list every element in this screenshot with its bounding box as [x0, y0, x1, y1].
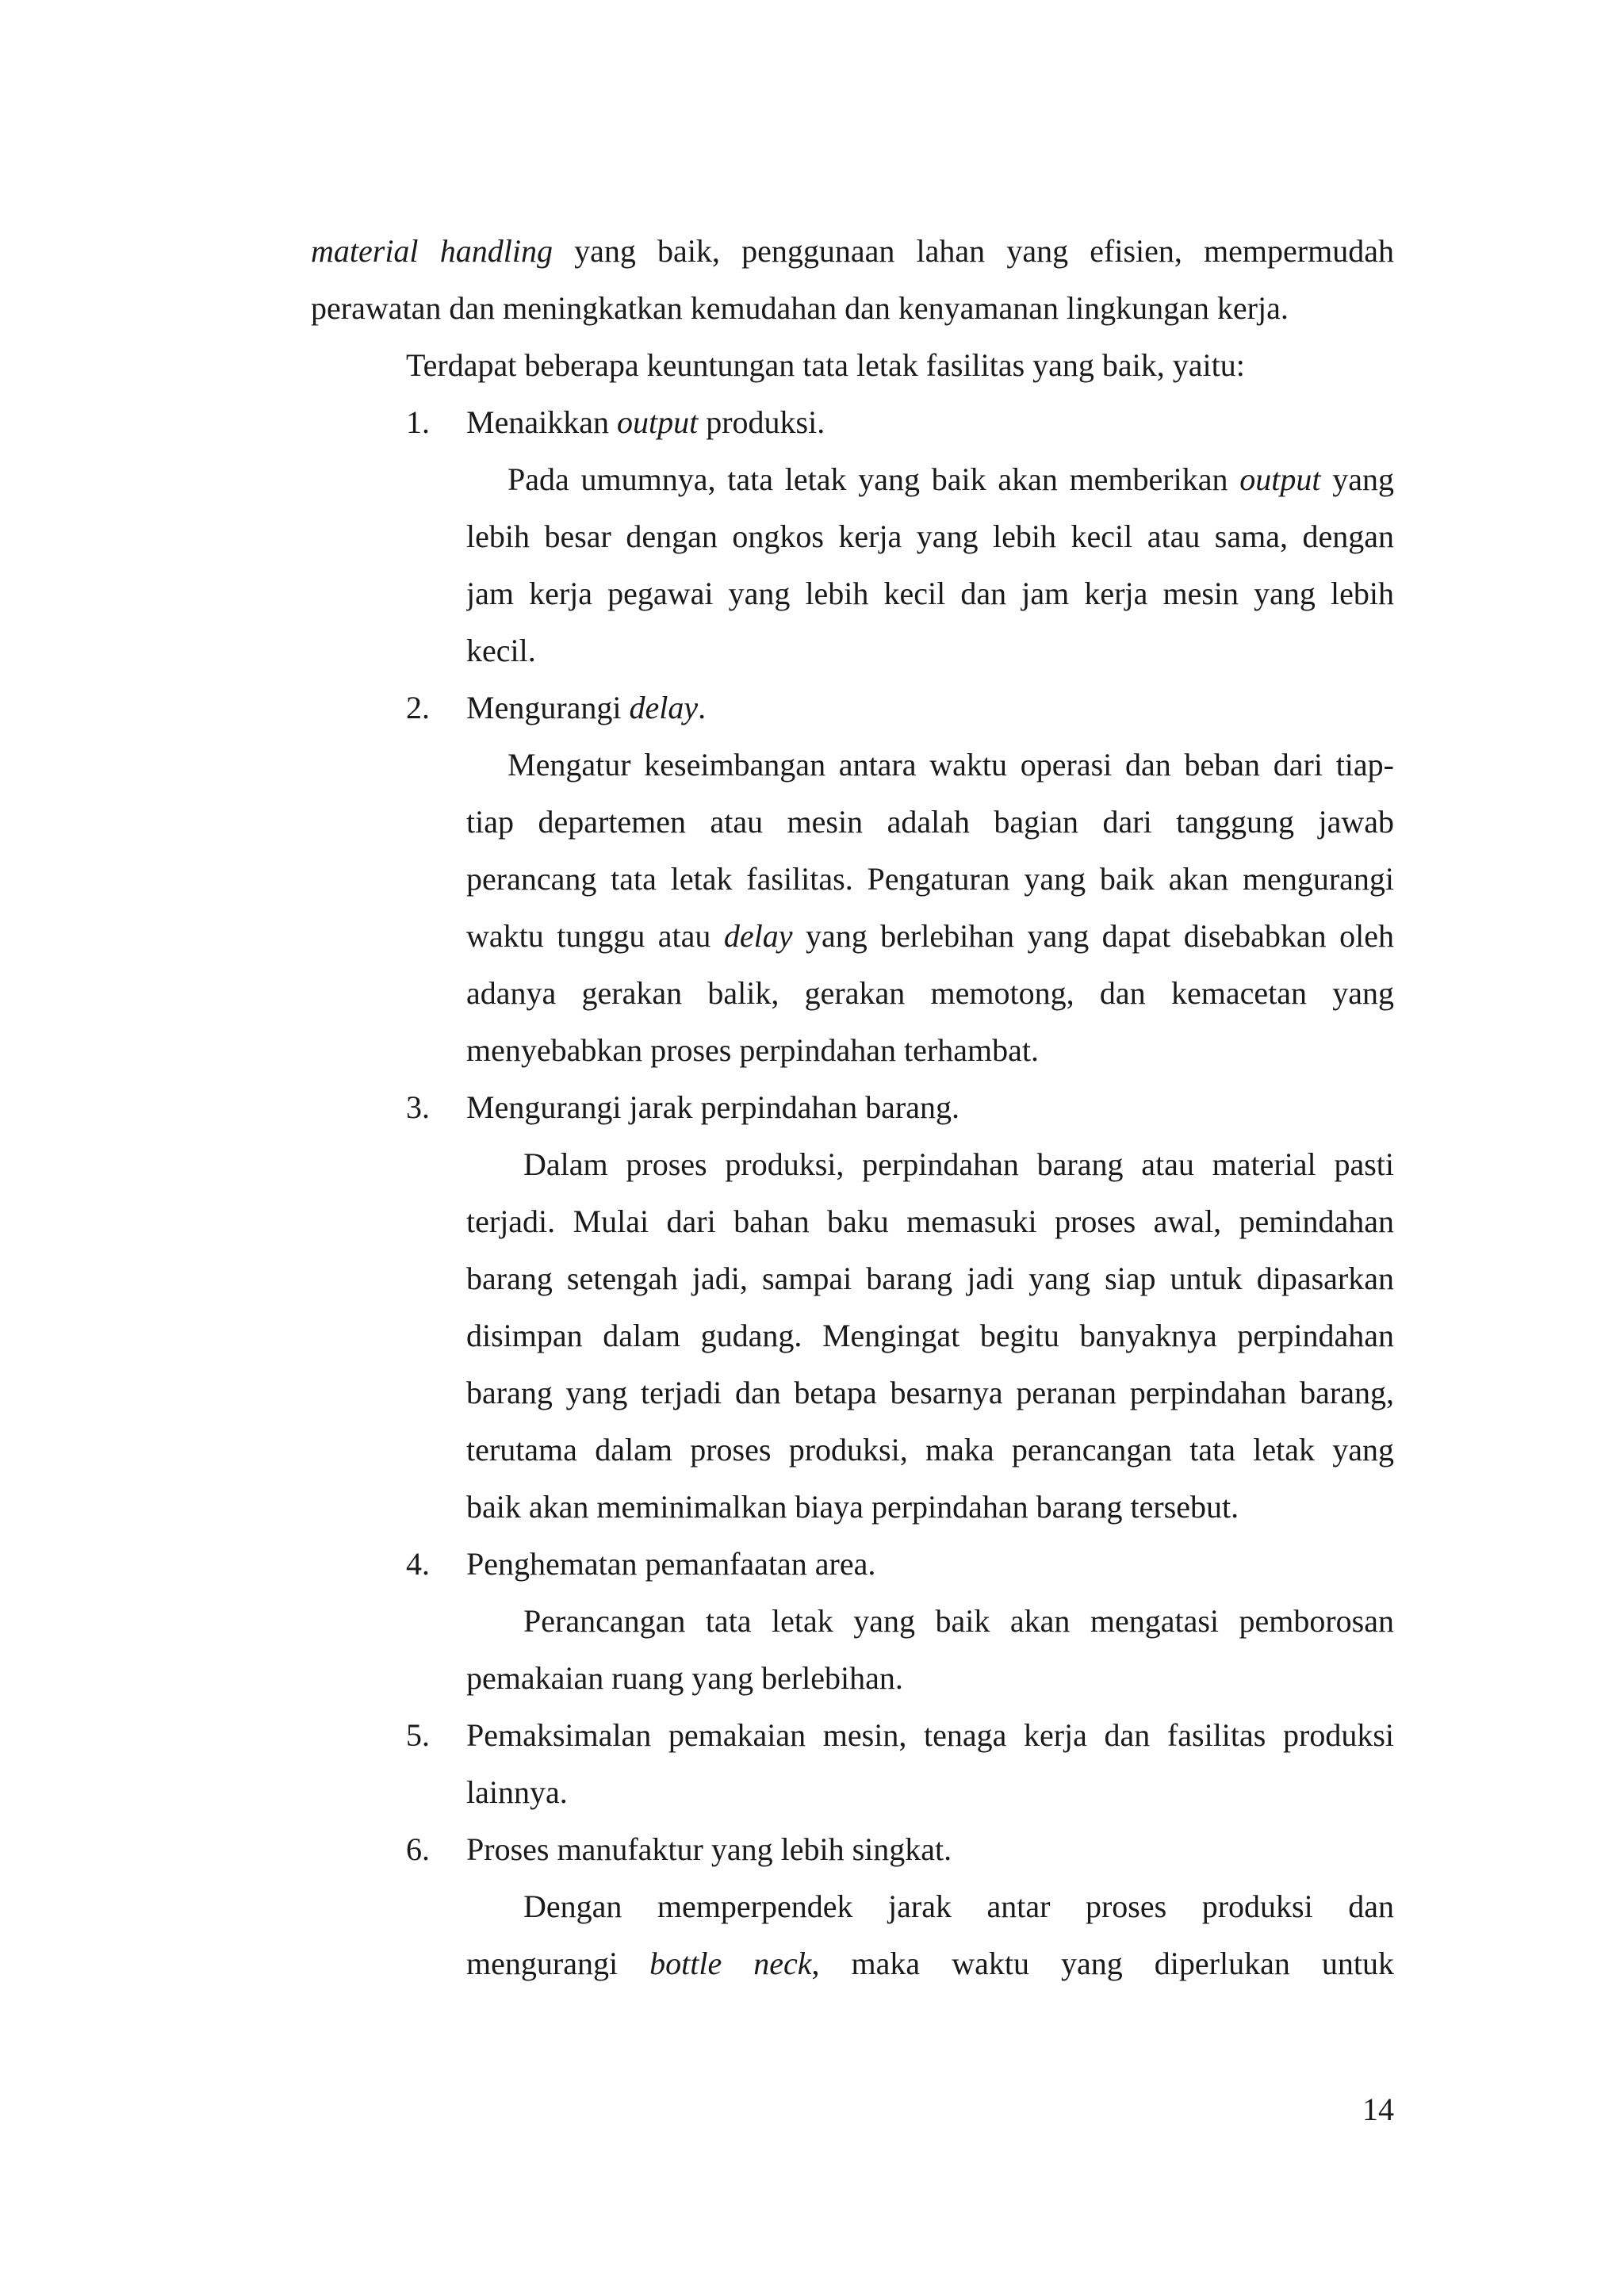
- item-3-title: Mengurangi jarak perpindahan barang.: [466, 1089, 959, 1125]
- item-6-number: 6.: [406, 1831, 430, 1867]
- item-6-title: Proses manufaktur yang lebih singkat.: [466, 1831, 952, 1867]
- item-1-number: 1.: [406, 404, 430, 440]
- item-1-para-line-3: jam kerja pegawai yang lebih kecil dan jam kerja mesin yang lebih: [466, 576, 1394, 611]
- item-5-title-line-1: Pemaksimalan pemakaian mesin, tenaga kerja dan fasilitas produksi: [466, 1717, 1394, 1753]
- item-4-title: Penghematan pemanfaatan area.: [466, 1546, 876, 1582]
- item-5-number: 5.: [406, 1717, 430, 1753]
- item-6-para-line-1: Dengan memperpendek jarak antar proses produksi dan: [523, 1888, 1394, 1924]
- item-2-para-line-2: tiap departemen atau mesin adalah bagian dari tanggung jawab: [466, 804, 1394, 840]
- item-1-para-l1-post: yang: [1320, 461, 1394, 497]
- item-1-para-l1-pre: Pada umumnya, tata letak yang baik akan memberikan: [508, 461, 1240, 497]
- item-1-title-italic: output: [616, 404, 699, 440]
- item-3-para-line-3: barang setengah jadi, sampai barang jadi yang siap untuk dipasarkan: [466, 1261, 1394, 1296]
- item-3-para-line-1: Dalam proses produksi, perpindahan barang atau material pasti: [523, 1146, 1394, 1182]
- intro-line-1-text: yang baik, penggunaan lahan yang efisien, mempermudah: [552, 233, 1394, 269]
- item-3-para-line-4: disimpan dalam gudang. Mengingat begitu banyaknya perpindahan: [466, 1318, 1394, 1353]
- item-4-para-line-2: pemakaian ruang yang berlebihan.: [466, 1660, 903, 1696]
- item-2-title-italic: delay: [629, 690, 699, 725]
- item-3-para-line-2: terjadi. Mulai dari bahan baku memasuki proses awal, pemindahan: [466, 1203, 1394, 1239]
- item-1-para-line-2: lebih besar dengan ongkos kerja yang lebih kecil atau sama, dengan: [466, 519, 1394, 554]
- item-2-para-line-1: Mengatur keseimbangan antara waktu operasi dan beban dari tiap-: [508, 747, 1394, 783]
- item-1-title-post: produksi.: [698, 404, 825, 440]
- item-2-title: [466, 688, 706, 728]
- item-6-para-line-2: [466, 1944, 1394, 1984]
- intro-line-2: perawatan dan meningkatkan kemudahan dan kenyamanan lingkungan kerja.: [311, 290, 1289, 326]
- intro-line-1: [311, 232, 1394, 271]
- item-2-para-line-5: adanya gerakan balik, gerakan memotong, dan kemacetan yang: [466, 975, 1394, 1011]
- item-6-para-l2-post: , maka waktu yang diperlukan untuk: [811, 1946, 1394, 1981]
- item-1-para-l1-italic: output: [1239, 461, 1321, 497]
- item-4-para-line-1: Perancangan tata letak yang baik akan mengatasi pemborosan: [523, 1603, 1394, 1639]
- item-6-para-l2-italic: bottle neck: [649, 1946, 812, 1981]
- item-6-para-l2-pre: mengurangi: [466, 1946, 650, 1981]
- item-1-para-line-1: [508, 460, 1394, 499]
- item-2-para-l4-pre: waktu tunggu atau: [466, 918, 724, 954]
- item-3-para-line-7: baik akan meminimalkan biaya perpindahan barang tersebut.: [466, 1489, 1239, 1525]
- item-2-title-pre: Mengurangi: [466, 690, 630, 725]
- item-3-para-line-5: barang yang terjadi dan betapa besarnya peranan perpindahan barang,: [466, 1375, 1394, 1410]
- item-2-para-line-3: perancang tata letak fasilitas. Pengaturan yang baik akan mengurangi: [466, 861, 1394, 897]
- item-2-title-post: .: [698, 690, 707, 725]
- item-3-number: 3.: [406, 1089, 430, 1125]
- item-2-number: 2.: [406, 690, 430, 725]
- item-1-title: [466, 403, 825, 442]
- item-1-para-line-4: kecil.: [466, 633, 536, 668]
- intro-line-3: Terdapat beberapa keuntungan tata letak fasilitas yang baik, yaitu:: [406, 347, 1245, 383]
- item-2-para-line-4: [466, 916, 1394, 956]
- item-4-number: 4.: [406, 1546, 430, 1582]
- item-3-para-line-6: terutama dalam proses produksi, maka perancangan tata letak yang: [466, 1432, 1394, 1468]
- item-2-para-line-6: menyebabkan proses perpindahan terhambat.: [466, 1032, 1039, 1068]
- item-5-title-line-2: lainnya.: [466, 1774, 568, 1810]
- item-1-title-pre: Menaikkan: [466, 404, 617, 440]
- item-2-para-l4-post: yang berlebihan yang dapat disebabkan oleh: [792, 918, 1394, 954]
- italic-term: material handling: [311, 233, 553, 269]
- page-number: 14: [1362, 2091, 1394, 2127]
- item-2-para-l4-italic: delay: [723, 918, 793, 954]
